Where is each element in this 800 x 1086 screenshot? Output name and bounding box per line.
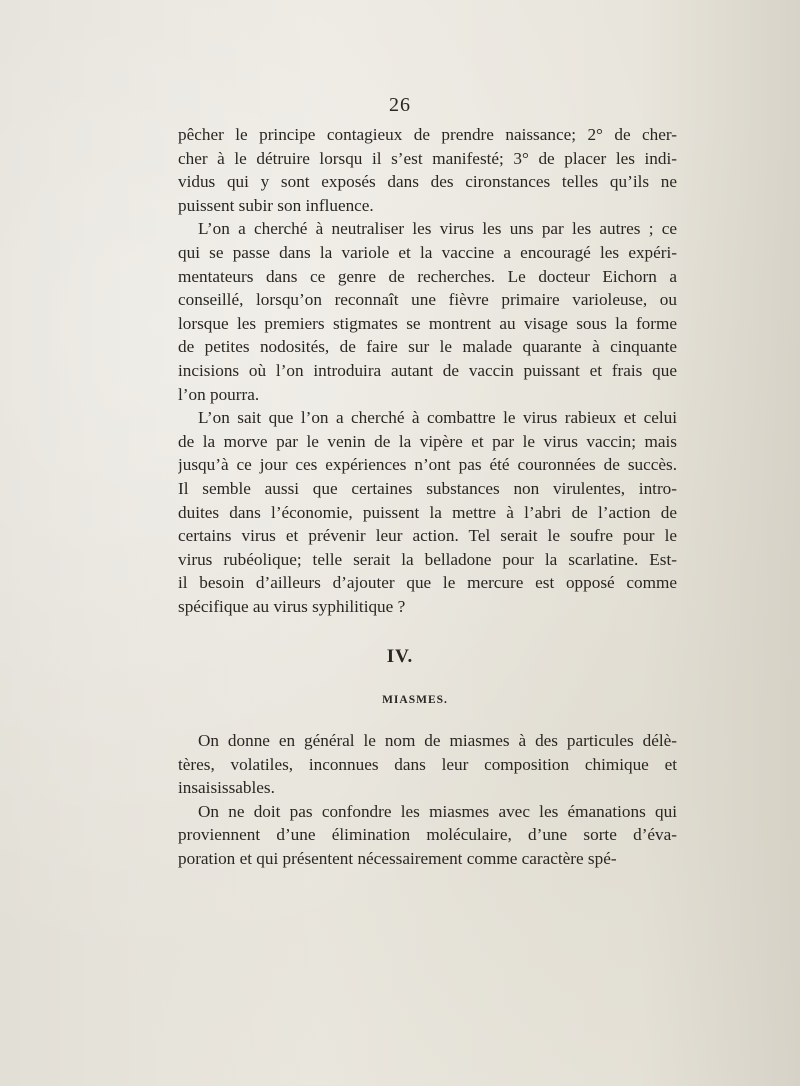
text-line: poration et qui présentent nécessairement comme caractère spé-	[178, 848, 617, 868]
paragraph	[178, 217, 677, 406]
text-line: On ne doit pas confondre les miasmes avec les émanations qui	[198, 801, 677, 821]
section-title: MIASMES.	[382, 694, 448, 706]
text-line: mentateurs dans ce genre de recherches. Le docteur Eichorn a	[178, 266, 677, 286]
text-line: L’on a cherché à neutraliser les virus les uns par les autres ; ce	[198, 219, 677, 239]
body-text-bottom	[178, 729, 677, 871]
text-line: Il semble aussi que certaines substances non virulentes, intro-	[178, 478, 677, 498]
text-line: conseillé, lorsqu’on reconnaît une fièvre primaire varioleuse, ou	[178, 290, 677, 310]
text-line: proviennent d’une élimination moléculaire, d’une sorte d’éva-	[178, 825, 677, 845]
text-line: incisions où l’on introduira autant de vaccin puissant et frais que	[178, 360, 677, 380]
text-line: jusqu’à ce jour ces expériences n’ont pas été couronnées de succès.	[178, 455, 677, 475]
text-line: puissent subir son influence.	[178, 195, 374, 215]
text-line: spécifique au virus syphilitique ?	[178, 596, 406, 616]
text-line: de petites nodosités, de faire sur le malade quarante à cinquante	[178, 337, 677, 357]
text-line: qui se passe dans la variole et la vaccine a encouragé les expéri-	[178, 242, 677, 262]
text-line: virus rubéolique; telle serait la belladone pour la scarlatine. Est-	[178, 549, 677, 569]
section-number: IV.	[386, 646, 414, 667]
text-line: certains virus et prévenir leur action. Tel serait le soufre pour le	[178, 526, 677, 546]
text-line: de la morve par le venin de la vipère et par le virus vaccin; mais	[178, 431, 677, 451]
paragraph	[178, 123, 677, 217]
text-line: L’on sait que l’on a cherché à combattre le virus rabieux et celui	[198, 408, 677, 428]
text-line: On donne en général le nom de miasmes à des particules délè-	[198, 731, 677, 750]
text-line: insaisissables.	[178, 778, 275, 798]
body-text-top	[178, 123, 677, 618]
text-line: tères, volatiles, inconnues dans leur composition chimique et	[178, 754, 677, 774]
text-line: il besoin d’ailleurs d’ajouter que le mercure est opposé comme	[178, 573, 677, 593]
page-number: 26	[389, 94, 411, 116]
text-line: l’on pourra.	[178, 384, 260, 404]
text-line: pêcher le principe contagieux de prendre naissance; 2° de cher-	[178, 125, 677, 144]
paragraph	[178, 800, 677, 871]
paragraph	[178, 406, 677, 618]
text-line: vidus qui y sont exposés dans des cironstances telles qu’ils ne	[178, 172, 677, 192]
text-line: lorsque les premiers stigmates se montrent au visage sous la forme	[178, 313, 677, 333]
text-line: duites dans l’économie, puissent la mettre à l’abri de l’action de	[178, 502, 677, 522]
paragraph	[178, 729, 677, 800]
text-line: cher à le détruire lorsqu il s’est manifesté; 3° de placer les indi-	[178, 148, 677, 168]
